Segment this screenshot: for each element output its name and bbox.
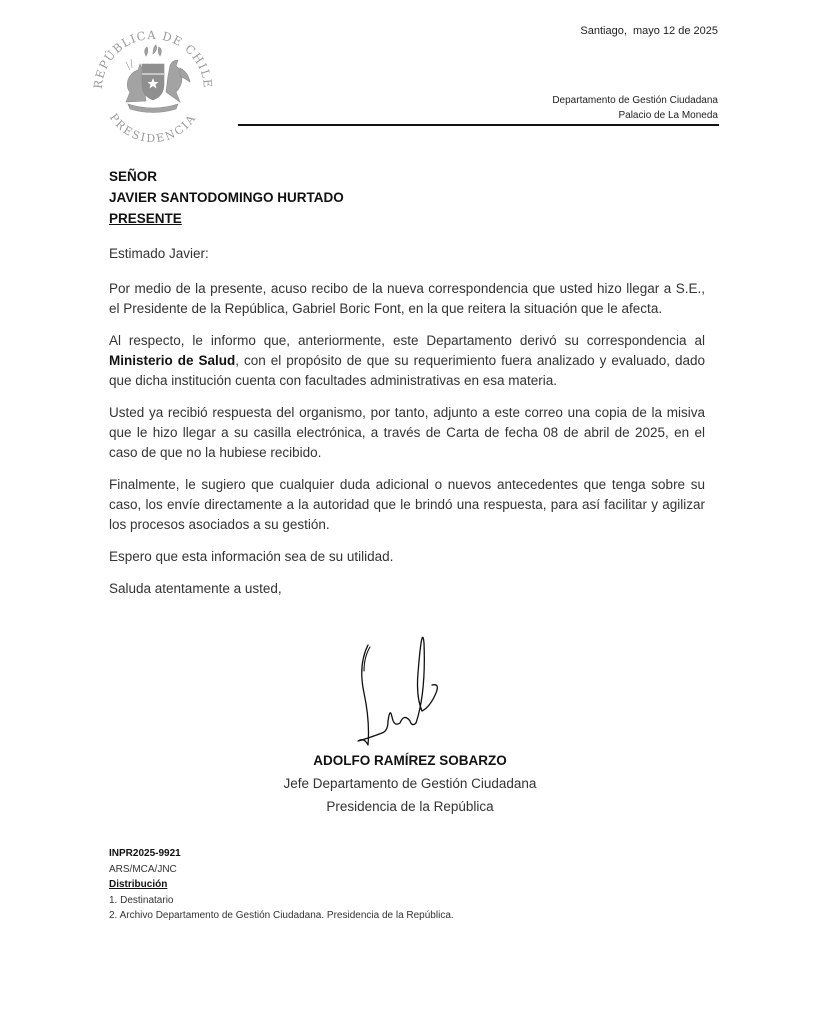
paragraph-5: Espero que esta información sea de su utilidad. — [109, 549, 394, 564]
signer-title: Jefe Departamento de Gestión Ciudadana — [283, 776, 537, 791]
paragraph-1: Por medio de la presente, acuso recibo de la nueva correspondencia que usted hizo llegar a S.E., el Presidente de la República, Gabriel Boric Font, en la que reitera la situación que le afecta. — [109, 281, 705, 316]
seal-top-text: REPÚBLICA DE CHILE — [90, 27, 216, 90]
department-header — [552, 93, 718, 123]
recipient-block — [109, 166, 344, 229]
reference-code: INPR2025-9921 — [109, 848, 181, 859]
recipient-name: JAVIER SANTODOMINGO HURTADO — [109, 190, 344, 205]
recipient-salutation: SEÑOR — [109, 169, 158, 184]
recipient-present: PRESENTE — [109, 211, 182, 226]
signer-block — [210, 749, 610, 818]
ministry-name: Ministerio de Salud — [109, 353, 236, 368]
paragraph-2-start: Al respecto, le informo que, anteriormente, este Departamento derivó su correspondencia al — [109, 333, 705, 348]
signer-name: ADOLFO RAMÍREZ SOBARZO — [313, 753, 507, 768]
footer-block — [109, 846, 454, 924]
signer-organization: Presidencia de la República — [326, 799, 494, 814]
paragraph-4: Finalmente, le sugiero que cualquier duda adicional o nuevos antecedentes que tenga sobre su caso, los envíe directamente a la autoridad que le brindó una respuesta, para así facilitar y agilizar los procesos asociados a su gestión. — [109, 477, 705, 532]
paragraph-2 — [109, 331, 705, 391]
svg-text:PRESIDENCIA — [107, 111, 199, 145]
seal-bottom-text: PRESIDENCIA — [106, 111, 200, 146]
department-name: Departamento de Gestión Ciudadana — [552, 95, 718, 106]
letter-body — [109, 244, 705, 611]
closing: Saluda atentamente a usted, — [109, 581, 282, 596]
distribution-label: Distribución — [109, 879, 168, 890]
paragraph-3: Usted ya recibió respuesta del organismo, por tanto, adjunto a este correo una copia de la misiva que le hizo llegar a su casilla electrónica, a través de Carta de fecha 08 de abril de 2025, en el caso de que no la hubiese recibido. — [109, 405, 705, 460]
letter-date: Santiago, mayo 12 de 2025 — [580, 25, 718, 37]
greeting: Estimado Javier: — [109, 246, 209, 261]
initials: ARS/MCA/JNC — [109, 863, 177, 875]
presidency-seal — [88, 18, 218, 148]
department-location: Palacio de La Moneda — [618, 110, 718, 121]
header-divider — [238, 124, 719, 126]
handwritten-signature — [330, 625, 470, 755]
coat-of-arms-icon — [88, 18, 218, 148]
paragraph-2-end: , con el propósito de que su requerimiento fuera analizado y evaluado, dado que dicha institución cuenta con facultades administrativas en esa materia. — [109, 353, 705, 388]
distribution-item: 2. Archivo Departamento de Gestión Ciudadana. Presidencia de la República. — [109, 910, 454, 921]
distribution-item: 1. Destinatario — [109, 894, 174, 906]
